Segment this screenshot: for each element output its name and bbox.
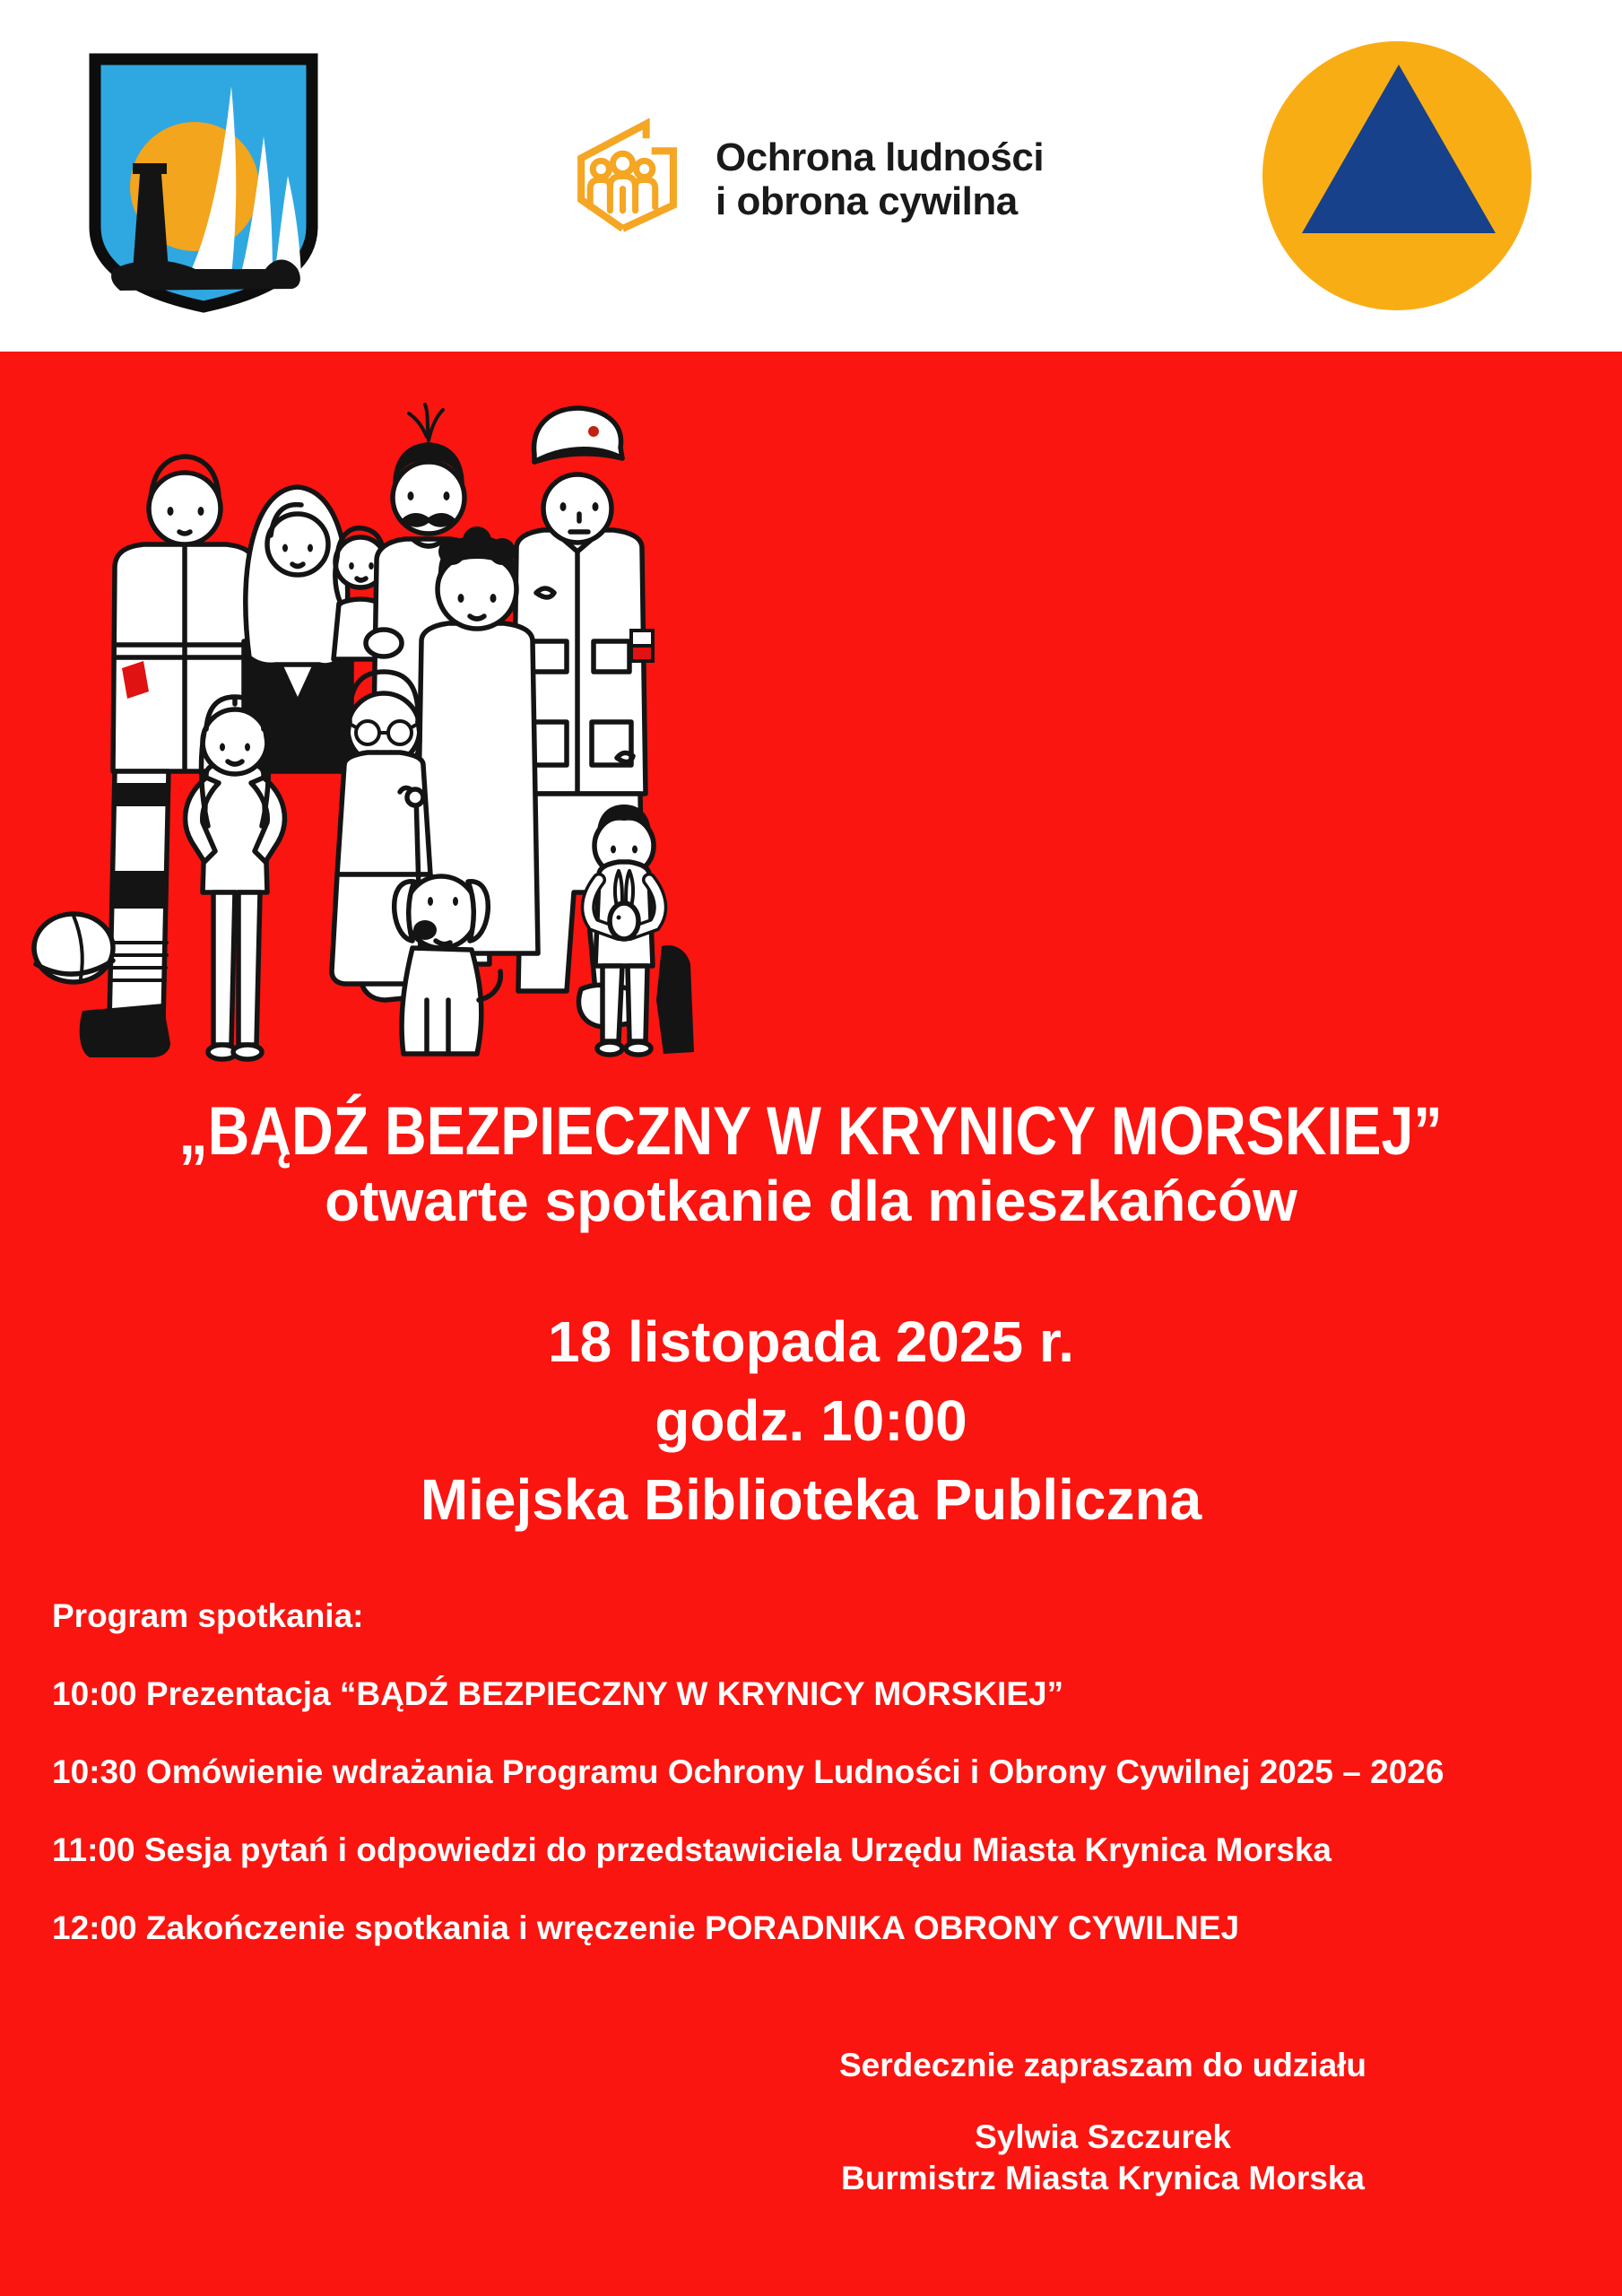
background-figure-fragment <box>656 945 694 1054</box>
header-band <box>0 0 1622 352</box>
org-logo-line1: Ochrona ludności <box>716 135 1045 179</box>
event-time: godz. 10:00 <box>655 1388 967 1453</box>
signature-block <box>583 2117 1622 2199</box>
krynica-morska-crest-icon <box>88 52 319 314</box>
program-item: 10:30 Omówienie wdrażania Programu Ochrony Ludności i Obrony Cywilnej 2025 – 2026 <box>52 1753 1444 1790</box>
civil-defense-emblem-icon <box>1262 41 1531 310</box>
event-date: 18 listopada 2025 r. <box>548 1309 1074 1374</box>
program-heading: Program spotkania: <box>52 1597 364 1634</box>
residents-illustration <box>0 372 695 1081</box>
civil-protection-logo-icon <box>563 115 685 237</box>
org-logo-wordmark <box>716 135 1044 223</box>
poster-body <box>0 352 1622 2296</box>
poster-subtitle: otwarte spotkanie dla mieszkańców <box>325 1169 1297 1233</box>
firefighter-leg-helmet <box>34 771 170 1057</box>
org-logo-line2: i obrona cywilna <box>716 179 1018 223</box>
young-woman-figure <box>186 697 285 1059</box>
poster-title-row <box>0 1092 1622 1170</box>
program-item: 12:00 Zakończenie spotkania i wręczenie PORADNIKA OBRONY CYWILNEJ <box>52 1909 1240 1946</box>
program-item: 10:00 Prezentacja “BĄDŹ BEZPIECZNY W KRYNICY MORSKIEJ” <box>52 1675 1064 1712</box>
signature-role: Burmistrz Miasta Krynica Morska <box>841 2160 1365 2196</box>
program-item: 11:00 Sesja pytań i odpowiedzi do przedstawiciela Urzędu Miasta Krynica Morska <box>52 1831 1332 1868</box>
event-details <box>0 1302 1622 1539</box>
program-section <box>52 1577 1444 1967</box>
closing-invitation: Serdecznie zapraszam do udziału <box>838 2047 1367 2083</box>
signature-name: Sylwia Szczurek <box>975 2118 1231 2155</box>
event-venue: Miejska Biblioteka Publiczna <box>420 1467 1202 1532</box>
poster-title: „BĄDŹ BEZPIECZNY W KRYNICY MORSKIEJ” <box>178 1093 1444 1170</box>
